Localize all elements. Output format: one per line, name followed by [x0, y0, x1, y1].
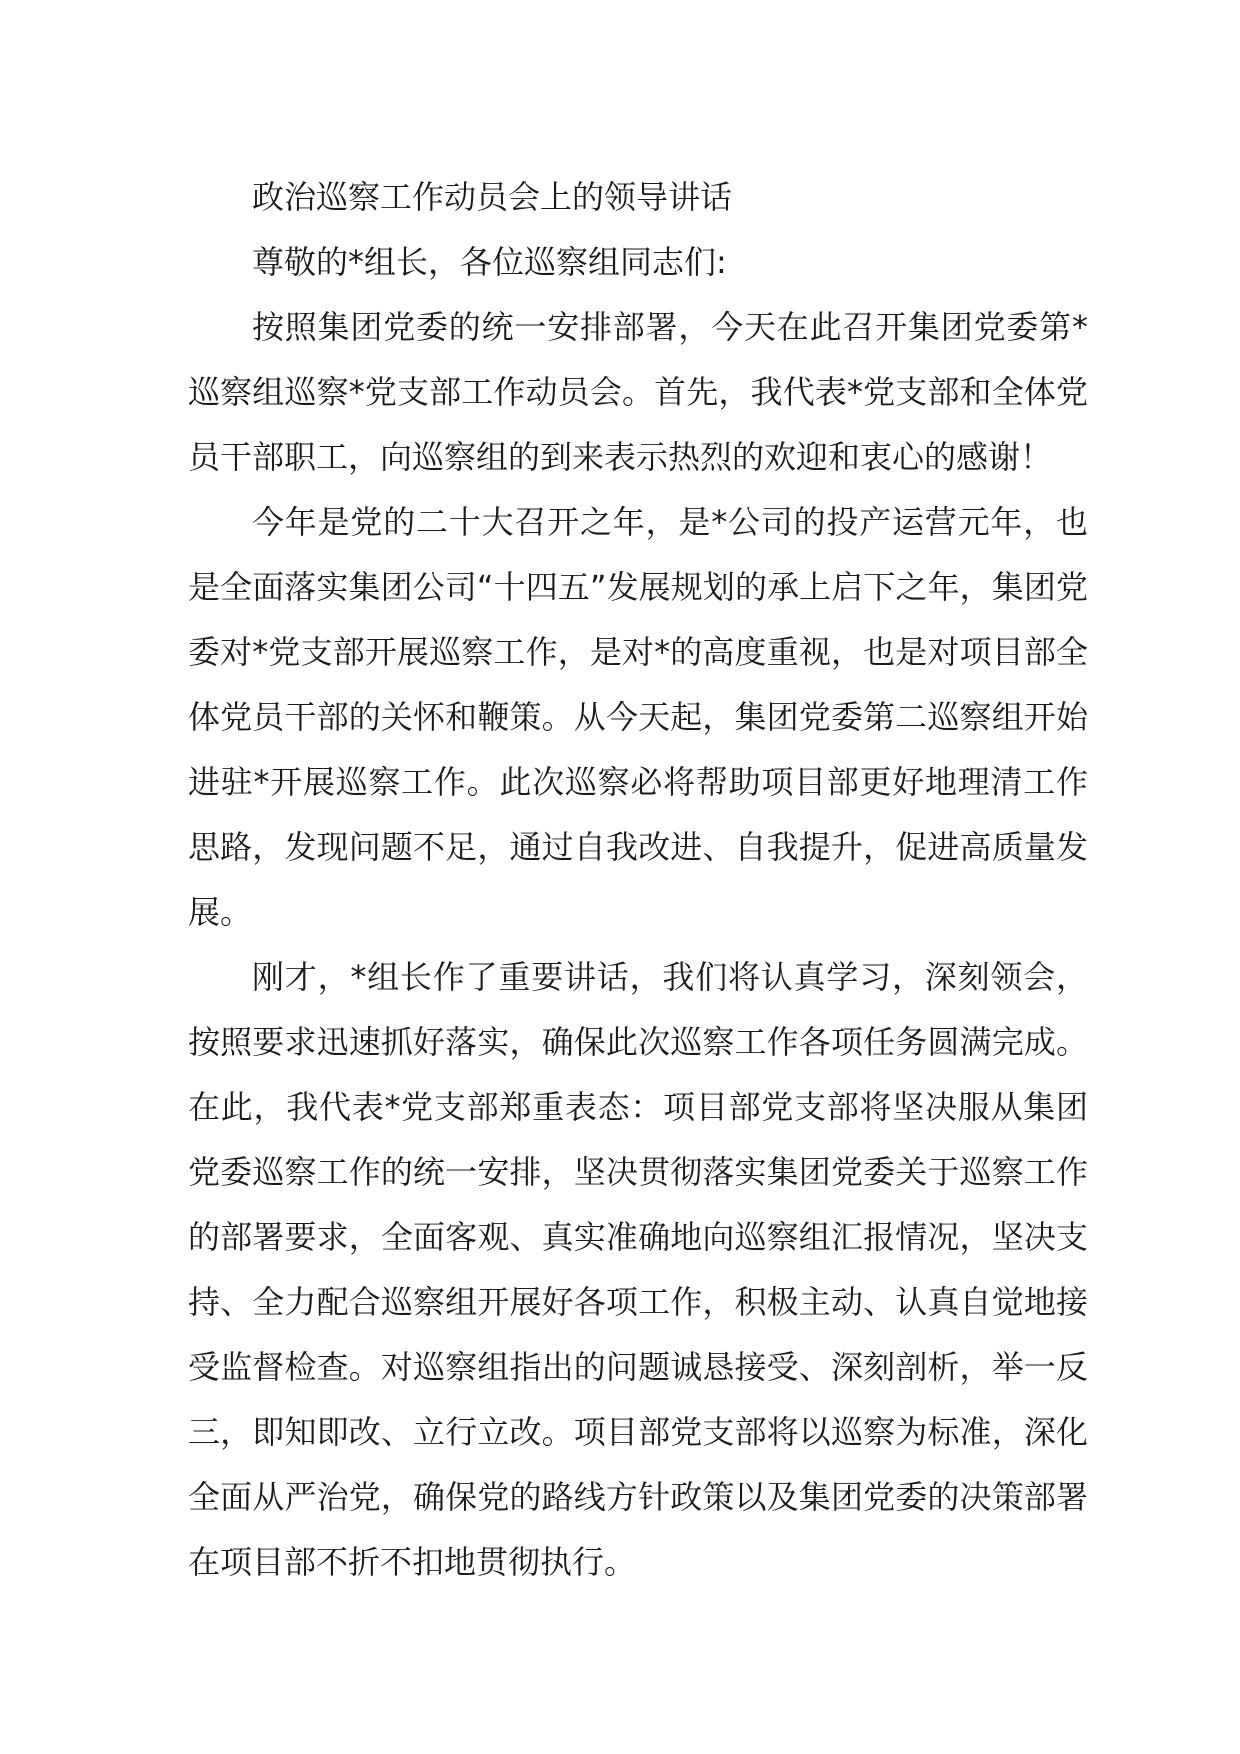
document-body: [188, 165, 1088, 1595]
document-title: 政治巡察工作动员会上的领导讲话: [252, 178, 733, 216]
paragraph-2: 今年是党的二十大召开之年，是*公司的投产运营元年，也是全面落实集团公司“十四五”发展规划的承上启下之年，集团党委对*党支部开展巡察工作，是对*的高度重视，也是对项目部全体党员干部的关怀和鞭策。从今天起，集团党委第二巡察组开始进驻*开展巡察工作。此次巡察必将帮助项目部更好地理清工作思路，发现问题不足，通过自我改进、自我提升，促进高质量发展。: [188, 503, 1088, 931]
salutation: 尊敬的*组长，各位巡察组同志们:: [252, 243, 727, 281]
paragraph-1: 按照集团党委的统一安排部署，今天在此召开集团党委第*巡察组巡察*党支部工作动员会。首先，我代表*党支部和全体党员干部职工，向巡察组的到来表示热烈的欢迎和衷心的感谢！: [188, 308, 1088, 476]
paragraph-3: 刚才，*组长作了重要讲话，我们将认真学习，深刻领会，按照要求迅速抓好落实，确保此次巡察工作各项任务圆满完成。在此，我代表*党支部郑重表态：项目部党支部将坚决服从集团党委巡察工作的统一安排，坚决贯彻落实集团党委关于巡察工作的部署要求，全面客观、真实准确地向巡察组汇报情况，坚决支持、全力配合巡察组开展好各项工作，积极主动、认真自觉地接受监督检查。对巡察组指出的问题诚恳接受、深刻剖析，举一反三，即知即改、立行立改。项目部党支部将以巡察为标准，深化全面从严治党，确保党的路线方针政策以及集团党委的决策部署在项目部不折不扣地贯彻执行。: [188, 958, 1088, 1581]
